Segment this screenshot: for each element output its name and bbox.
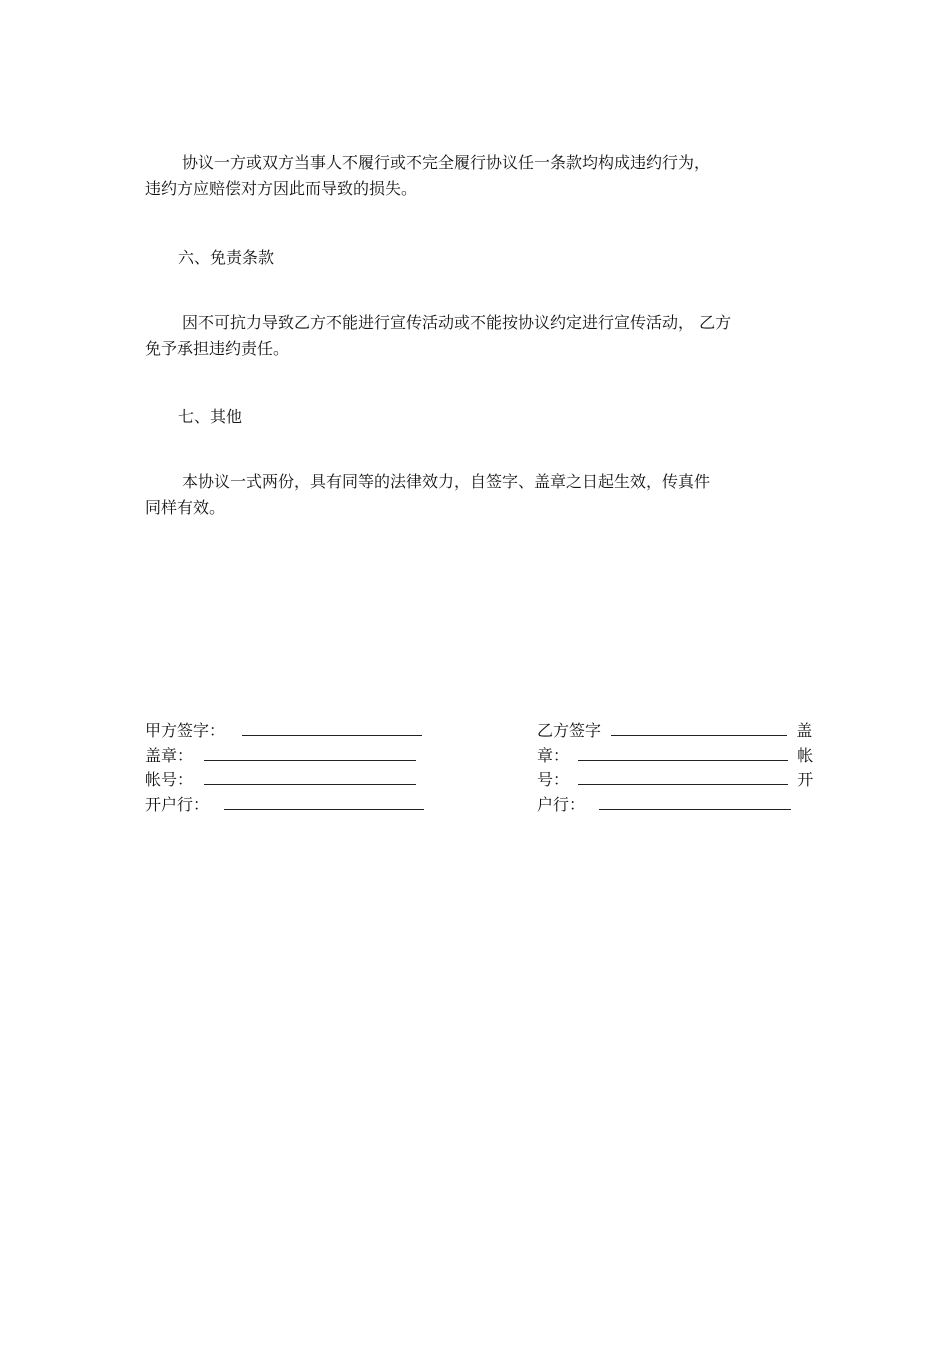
party-a-bank-label: 开户行：: [145, 794, 210, 814]
breach-line-1: 协议一方或双方当事人不履行或不完全履行协议任一条款均构成违约行为，: [182, 153, 711, 172]
party-b-row-2: [537, 744, 827, 769]
party-b-sign-blank[interactable]: [611, 719, 787, 736]
party-b-row-4: [537, 793, 827, 818]
other-heading: 七、其他: [178, 407, 243, 426]
party-a-sign-blank[interactable]: [242, 719, 422, 736]
breach-line-2: 违约方应赔偿对方因此而导致的损失。: [145, 179, 418, 198]
party-a-seal-label: 盖章：: [145, 745, 194, 765]
party-a-sign-row: [145, 719, 445, 744]
party-b-seal-blank[interactable]: [578, 744, 788, 761]
party-b-bank-blank[interactable]: [599, 793, 791, 810]
party-b-sign-label: 乙方签字: [537, 721, 602, 740]
exemption-paragraph: [145, 310, 805, 362]
party-b-row-1: [537, 719, 827, 744]
party-a-bank-blank[interactable]: [224, 793, 424, 810]
other-line-1: 本协议一式两份，具有同等的法律效力，自签字、盖章之日起生效，传真件: [182, 472, 711, 491]
party-a-sign-label: 甲方签字：: [145, 721, 226, 740]
party-a-account-row: [145, 768, 445, 793]
exemption-line-2: 免予承担违约责任。: [145, 339, 290, 358]
party-b-row-3-label: 号：: [537, 770, 570, 789]
exemption-line-1: 因不可抗力导致乙方不能进行宣传活动或不能按协议约定进行宣传活动， 乙方: [182, 313, 732, 332]
party-b-row-4-label: 户行：: [537, 794, 586, 814]
party-a-bank-row: [145, 793, 445, 818]
party-a-account-blank[interactable]: [204, 768, 416, 785]
other-paragraph: [145, 469, 805, 521]
party-a-seal-row: [145, 744, 445, 769]
party-b-row-2-label: 章：: [537, 745, 570, 765]
party-b-row-1-tail: 盖: [796, 721, 813, 740]
party-b-signature-block: [537, 719, 827, 817]
party-b-account-blank[interactable]: [578, 768, 788, 785]
breach-paragraph: [145, 150, 805, 202]
party-b-row-3: [537, 768, 827, 793]
exemption-heading: 六、免责条款: [178, 248, 275, 267]
party-b-row-3-tail: 开: [797, 770, 814, 789]
party-b-row-2-tail: 帐: [797, 745, 814, 765]
other-line-2: 同样有效。: [145, 498, 226, 517]
party-a-signature-block: [145, 719, 445, 817]
party-a-seal-blank[interactable]: [204, 744, 416, 761]
party-a-account-label: 帐号：: [145, 770, 194, 789]
